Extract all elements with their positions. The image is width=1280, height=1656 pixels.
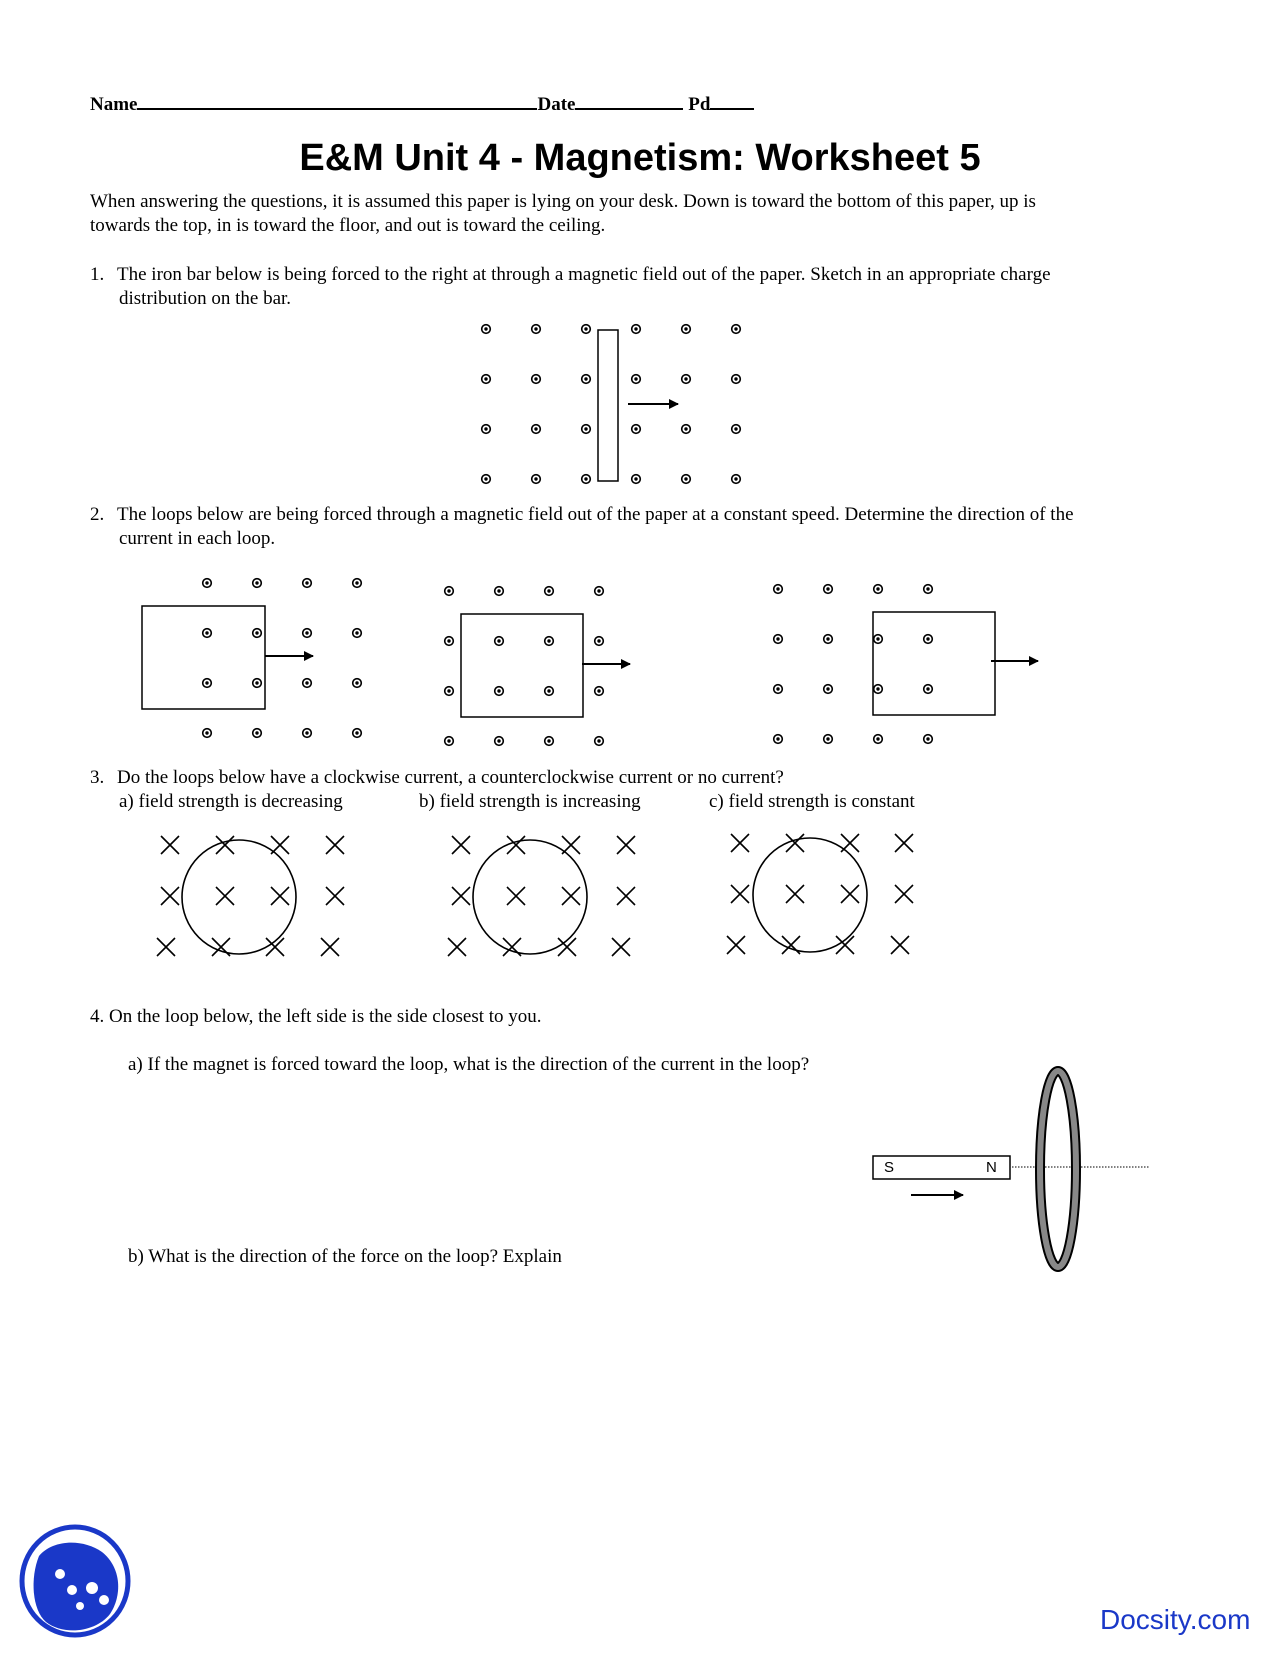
intro-line-2: towards the top, in is toward the floor, and out is toward the ceiling.	[90, 215, 606, 236]
q3-part-a: a) field strength is decreasing	[119, 791, 343, 812]
q3-part-b: b) field strength is increasing	[419, 791, 641, 812]
q2-number: 2.	[90, 504, 105, 525]
intro-line-1: When answering the questions, it is assumed this paper is lying on your desk. Down is toward the bottom of this paper, up is	[90, 191, 1036, 212]
magnet-south-label: S	[884, 1159, 895, 1176]
q3-number: 3.	[90, 767, 105, 788]
q2-loop-1	[142, 606, 265, 709]
q1-iron-bar	[598, 330, 618, 481]
q3-loop-diagram-b	[448, 836, 635, 956]
q4-part-b: b) What is the direction of the force on the loop? Explain	[128, 1246, 562, 1267]
date-label: Date	[537, 94, 576, 115]
conducting-ring-inner	[1040, 1071, 1076, 1267]
name-label: Name	[90, 94, 138, 115]
q1-line-1: The iron bar below is being forced to the right at through a magnetic field out of the paper. Sketch in an appropriate charge	[117, 264, 1051, 285]
q2-loop-diagram-3	[774, 585, 1038, 744]
q4-part-a: a) If the magnet is forced toward the loop, what is the direction of the current in the loop?	[128, 1054, 810, 1075]
q3-loop-diagram-c	[727, 834, 913, 954]
page-title: E&M Unit 4 - Magnetism: Worksheet 5	[299, 137, 981, 179]
q2-loop-diagram-2	[445, 587, 630, 746]
q3-part-c: c) field strength is constant	[709, 791, 915, 812]
q4-line-1: 4. On the loop below, the left side is the side closest to you.	[90, 1006, 542, 1027]
q3-loop-diagram-a	[157, 836, 344, 956]
period-label: Pd	[688, 94, 711, 115]
q2-loop-3	[873, 612, 995, 715]
q1-number: 1.	[90, 264, 105, 285]
q2-loop-diagram-1	[142, 579, 361, 738]
q4-magnet-loop-diagram	[873, 1071, 1150, 1267]
docsity-brand-link[interactable]: Docsity.com	[1100, 1604, 1251, 1635]
docsity-logo-icon	[22, 1527, 128, 1635]
q3-line-1: Do the loops below have a clockwise current, a counterclockwise current or no current?	[117, 767, 784, 788]
q2-loop-2	[461, 614, 583, 717]
q1-line-2: distribution on the bar.	[119, 288, 292, 309]
magnet-north-label: N	[986, 1159, 997, 1176]
q1-iron-bar-diagram	[482, 325, 741, 484]
q2-line-1: The loops below are being forced through a magnetic field out of the paper at a constant speed. Determine the direction of the	[117, 504, 1074, 525]
q2-line-2: current in each loop.	[119, 528, 276, 549]
